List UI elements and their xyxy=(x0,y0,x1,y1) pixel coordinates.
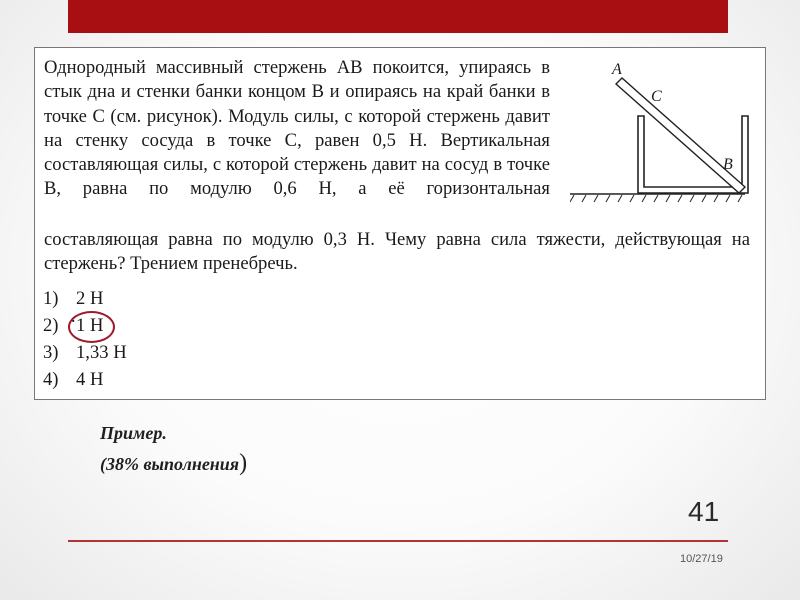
answer-value: 1 Н xyxy=(76,315,104,336)
example-title: Пример. xyxy=(100,423,167,443)
top-banner xyxy=(68,0,728,33)
example-caption xyxy=(100,418,247,479)
slide-date: 10/27/19 xyxy=(680,553,723,565)
example-percent: (38% выполнения) xyxy=(100,450,248,476)
stray-dot: . xyxy=(71,306,76,326)
label-b: B xyxy=(723,156,733,173)
label-a: A xyxy=(612,61,622,78)
label-c: C xyxy=(651,88,662,105)
answer-number: 2) xyxy=(43,315,59,336)
answer-number: 1) xyxy=(43,288,59,309)
answer-value: 1,33 Н xyxy=(76,342,127,363)
problem-text: Однородный массивный стержень AB покоится, упираясь в стык дна и стенки банки концом B и опираясь на край банки в точке C (см. рисунок). Модуль силы, с которой стержень давит на стенку сосуда в точке C, равен 0,5 Н. Вертикальная составляющая силы, с которой стержень давит на сосуд в точке B, равна по модулю 0,6 Н, а её горизонтальная xyxy=(44,57,550,200)
slide-number: 41 xyxy=(688,496,720,527)
rod-in-jar-figure xyxy=(570,56,760,206)
footer-divider xyxy=(68,540,728,542)
problem-text-continued: составляющая равна по модулю 0,3 Н. Чему равна сила тяжести, действующая на стержень? Трением пренебречь. xyxy=(44,229,750,275)
problem-box xyxy=(34,47,766,400)
answer-value: 4 Н xyxy=(76,369,104,390)
correct-answer-circle xyxy=(68,311,115,343)
answer-value: 2 Н xyxy=(76,288,104,309)
answer-number: 3) xyxy=(43,342,59,363)
answer-number: 4) xyxy=(43,369,59,390)
